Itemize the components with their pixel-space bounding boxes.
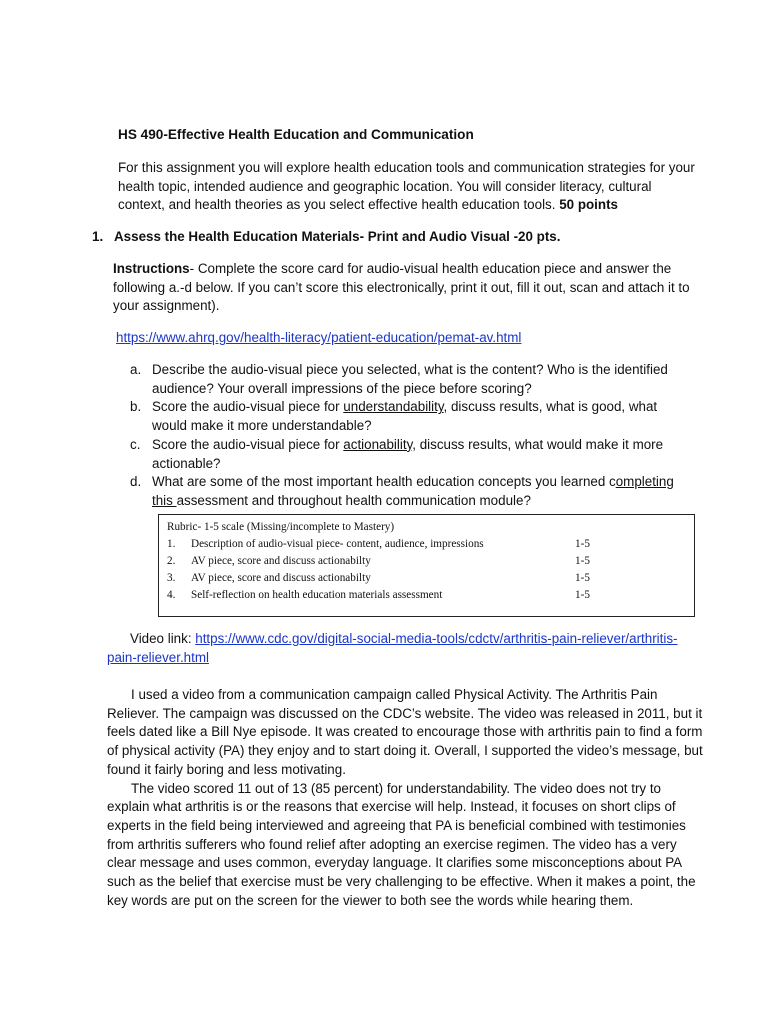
question-text-rest: assessment and throughout health communication module?	[176, 492, 531, 508]
rubric-row-number: 2.	[167, 555, 176, 567]
response-paragraph-1: I used a video from a communication campaign called Physical Activity. The Arthritis Pain Reliever. The campaign was discussed on the CDC’s website. The video was released in 2011, but it feels dated like a Bill Nye episode. It was created to encourage those with arthritis pain to find a form of physical activity (PA) they enjoy and to start doing it. Overall, I supported the video’s message, but found it fairly boring and less motivating.	[107, 687, 703, 777]
pemat-av-link[interactable]: https://www.ahrq.gov/health-literacy/patient-education/pemat-av.html	[116, 330, 522, 345]
rubric-box	[158, 514, 695, 617]
question-c	[130, 436, 690, 473]
question-label: d.	[130, 474, 142, 490]
question-text: Describe the audio-visual piece you selected, what is the content? Who is the identified audience? Your overall impressions of the piece before scoring?	[152, 362, 668, 396]
rubric-row-number: 3.	[167, 572, 176, 584]
question-label: a.	[130, 362, 142, 377]
rubric-row-number: 1.	[167, 538, 176, 550]
response-paragraph-2: The video scored 11 out of 13 (85 percent) for understandability. The video does not try to explain what arthritis is or the reasons that exercise will help. Instead, it focuses on short clips of experts in the field being interviewed and agreeing that PA is beneficial combined with testimonies from arthritis sufferers who found relief after adopting an exercise regimen. The video has a very clear message and uses common, everyday language. It clarifies some misconceptions about PA such as the belief that exercise must be very challenging to be effective. When it makes a point, the key words are put on the screen for the viewer to both see the words while hearing them.	[107, 780, 696, 908]
question-text-rest: discuss results, what would make it more actionable?	[152, 436, 664, 471]
response-body	[107, 686, 707, 910]
rubric-row-number: 4.	[167, 589, 176, 601]
question-text-rest: , discuss results, what is good, what would make it more understandable?	[152, 399, 658, 434]
instructions-label: Instructions	[113, 261, 190, 276]
question-emphasis: understandability	[343, 399, 444, 415]
intro-paragraph	[118, 159, 698, 215]
rubric-row-scale: 1-5	[575, 538, 590, 550]
question-list	[130, 361, 690, 511]
rubric-row-description: Self-reflection on health education materials assessment	[191, 589, 443, 601]
question-text: What are some of the most important health education concepts you learned c	[152, 474, 616, 490]
question-d	[130, 473, 690, 510]
rubric-row-scale: 1-5	[575, 555, 590, 567]
video-link-paragraph	[107, 630, 697, 667]
question-label: c.	[130, 436, 141, 452]
instructions-text: - Complete the score card for audio-visual health education piece and answer the following a.-d below. If you can’t score this electronically, print it out, fill it out, scan and attach it to your assignment).	[113, 261, 690, 314]
rubric-row	[167, 536, 686, 553]
question-emphasis: ompleting this	[152, 474, 674, 508]
cdc-video-link[interactable]: https://www.cdc.gov/digital-social-media-tools/cdctv/arthritis-pain-reliever/arthritis-pain-reliever.html	[107, 631, 678, 665]
section-heading	[92, 228, 692, 247]
rubric-row-description: AV piece, score and discuss actionabilty	[191, 555, 371, 567]
intro-text: For this assignment you will explore health education tools and communication strategies for your health topic, intended audience and geographic location. You will consider literacy, cultural context, and health theories as you select effective health education tools.	[118, 160, 695, 213]
question-label: b.	[130, 399, 142, 415]
rubric-row	[167, 587, 686, 604]
page-title: HS 490-Effective Health Education and Communication	[118, 127, 474, 142]
section-title: Assess the Health Education Materials- Print and Audio Visual -20 pts.	[114, 229, 561, 244]
rubric-row	[167, 570, 686, 587]
section-number: 1.	[92, 229, 104, 244]
question-a	[130, 361, 690, 398]
instructions-paragraph	[113, 260, 693, 316]
question-text: Score the audio-visual piece for	[152, 436, 344, 452]
rubric-row-description: AV piece, score and discuss actionabilty	[191, 572, 371, 584]
rubric-row-description: Description of audio-visual piece- content, audience, impressions	[191, 538, 484, 550]
rubric-row-scale: 1-5	[575, 589, 590, 601]
video-link-label: Video link:	[130, 631, 196, 646]
question-emphasis: actionability,	[343, 436, 416, 452]
rubric-row-scale: 1-5	[575, 572, 590, 584]
rubric-header: Rubric- 1-5 scale (Missing/incomplete to Mastery)	[167, 521, 395, 533]
rubric-row	[167, 553, 686, 570]
question-text: Score the audio-visual piece for	[152, 399, 344, 415]
intro-points: 50 points	[559, 197, 618, 213]
question-b	[130, 398, 690, 435]
